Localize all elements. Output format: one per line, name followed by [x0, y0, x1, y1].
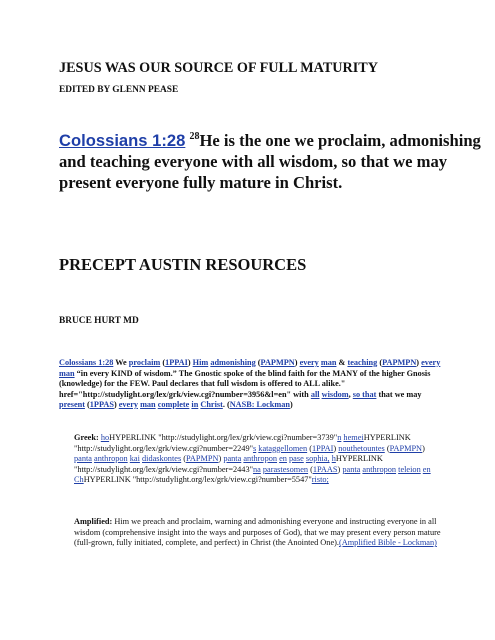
- link-nouthetountes[interactable]: nouthetountes: [338, 443, 385, 453]
- link-every[interactable]: every: [118, 400, 138, 409]
- link-tense-1paas[interactable]: 1PAAS: [312, 464, 338, 474]
- link-sophia[interactable]: sophia,: [305, 454, 330, 464]
- link-so-that[interactable]: so that: [352, 389, 377, 399]
- section-heading: PRECEPT AUSTIN RESOURCES: [59, 255, 307, 274]
- link-en[interactable]: en: [279, 454, 287, 464]
- link-tense-1ppai[interactable]: 1PPAI: [165, 358, 188, 367]
- link-kai[interactable]: kai: [129, 454, 140, 464]
- commentary-paragraph: Colossians 1:28 We proclaim (1PPAI) Him admonishing (PAPMPN) every man & teaching (PAPMPN) every man “in every KIND of wisdom.” The Gnostic spoke of the blind faith for the MANY of the higher Gnosis (knowledge) for the FEW. Paul declares that full wisdom is offered to ALL alike." href="http://studylight.org/lex/grk/view.cgi?number=3956&l=en" with all wisdom, so that that we may present (1PPAS) every man complete in Christ. (NASB: Lockman): [59, 358, 441, 409]
- link-pase[interactable]: pase: [289, 454, 304, 464]
- link-teleion[interactable]: teleion: [398, 464, 421, 474]
- edited-by-line: EDITED BY GLENN PEASE: [59, 85, 179, 95]
- link-en[interactable]: en: [422, 464, 431, 474]
- link-panta[interactable]: panta: [223, 454, 242, 464]
- verse-reference-link[interactable]: Colossians 1:28: [59, 131, 186, 150]
- author-name: BRUCE HURT MD: [59, 316, 139, 326]
- commentary-href-text: href="http://studylight.org/lex/grk/view.cgi?number=3956&l=en" with: [59, 389, 309, 399]
- link-complete[interactable]: complete: [157, 400, 190, 409]
- hyperlink-field-text: HYPERLINK "http://studylight.org/lex/grk/view.cgi?number=5547": [83, 475, 312, 485]
- link-h[interactable]: h: [331, 454, 336, 464]
- link-man[interactable]: man: [320, 358, 337, 367]
- link-in[interactable]: in: [191, 400, 199, 409]
- link-every[interactable]: every: [299, 358, 319, 367]
- amplified-text: Him we preach and proclaim, warning and admonishing everyone and instructing everyone in all wisdom (comprehensive insight into the ways and purposes of God), that we may present every person mature (full-grown, fully initiated, complete, and perfect) in Christ (the Anointed One).: [74, 517, 441, 548]
- link-panta[interactable]: panta: [342, 464, 361, 474]
- link-teaching[interactable]: teaching: [347, 358, 378, 367]
- link-tense-papmpn[interactable]: PAPMPN: [389, 443, 423, 453]
- link-man[interactable]: man: [59, 368, 75, 378]
- commentary-text: &: [338, 358, 346, 367]
- link-tense-papmpn[interactable]: PAPMPN: [186, 454, 219, 464]
- link-man[interactable]: man: [140, 400, 156, 409]
- link-every[interactable]: every: [421, 358, 441, 367]
- link-ho[interactable]: ho: [100, 433, 110, 442]
- link-s[interactable]: s: [252, 443, 257, 453]
- commentary-text: “in every KIND of wisdom.” The Gnostic spoke of the blind faith for the MANY of the higher Gnosis (knowledge) for the FEW. Paul declares that full wisdom is offered to ALL alike.": [59, 368, 431, 388]
- link-nasb-lockman[interactable]: NASB: Lockman: [229, 400, 290, 409]
- link-tense-1ppas[interactable]: 1PPAS: [89, 400, 114, 409]
- hyperlink-field-text: HYPERLINK "http://studylight.org/lex/grk/view.cgi?number=2249": [74, 433, 411, 453]
- hyperlink-field-text: HYPERLINK "http://studylight.org/lex/grk/view.cgi?number=3739": [109, 433, 338, 442]
- link-tense-papmpn[interactable]: PAPMPN: [260, 358, 295, 367]
- commentary-text: We: [115, 358, 127, 367]
- link-tense-1ppai[interactable]: 1PPAI: [311, 443, 334, 453]
- greek-paragraph: Greek: hoHYPERLINK "http://studylight.org/lex/grk/view.cgi?number=3739"n hemeiHYPERLINK "http://studylight.org/lex/grk/view.cgi?number=2249"s kataggellomen (1PPAI) nouthetountes (PAPMPN) panta anthropon kai didaskontes (PAPMPN) panta anthropon en pase sophia, hHYPERLINK "http://studylight.org/lex/grk/view.cgi?number=2443"na parastesomen (1PAAS) panta anthropon teleion en ChHYPERLINK "http://studylight.org/lex/grk/view.cgi?number=5547"risto;: [74, 433, 431, 485]
- verse-block: [59, 130, 484, 193]
- commentary-text: that we may: [378, 389, 422, 399]
- amplified-label: Amplified:: [74, 517, 113, 526]
- link-present[interactable]: present: [59, 400, 85, 409]
- link-parastesomen[interactable]: parastesomen: [262, 464, 309, 474]
- link-tense-papmpn[interactable]: PAPMPN: [382, 358, 417, 367]
- link-didaskontes[interactable]: didaskontes: [142, 454, 182, 464]
- verse-number: 28: [189, 131, 200, 142]
- link-na[interactable]: na: [252, 464, 261, 474]
- page-title: JESUS WAS OUR SOURCE OF FULL MATURITY: [59, 60, 379, 76]
- amplified-paragraph: [74, 517, 444, 549]
- link-him[interactable]: Him: [192, 358, 209, 367]
- link-risto[interactable]: risto;: [311, 475, 329, 485]
- commentary-reference-link[interactable]: Colossians 1:28: [59, 358, 114, 367]
- link-kataggellomen[interactable]: kataggellomen: [258, 443, 308, 453]
- link-amplified-bible[interactable]: (Amplified Bible - Lockman): [338, 538, 437, 548]
- link-all[interactable]: all: [310, 389, 320, 399]
- link-proclaim[interactable]: proclaim: [128, 358, 161, 367]
- hyperlink-field-text: HYPERLINK "http://studylight.org/lex/grk/view.cgi?number=2443": [74, 454, 383, 474]
- link-anthropon[interactable]: anthropon: [94, 454, 128, 464]
- greek-label: Greek:: [74, 433, 99, 442]
- link-panta[interactable]: panta: [74, 454, 92, 464]
- link-ch[interactable]: Ch: [74, 475, 84, 485]
- link-hemei[interactable]: hemei: [343, 433, 364, 442]
- link-wisdom[interactable]: wisdom: [321, 389, 349, 399]
- link-admonishing[interactable]: admonishing: [210, 358, 256, 367]
- link-n[interactable]: n: [337, 433, 342, 442]
- link-anthropon[interactable]: anthropon: [362, 464, 397, 474]
- link-anthropon[interactable]: anthropon: [243, 454, 278, 464]
- verse-text: He is the one we proclaim, admonishing and teaching everyone with all wisdom, so that we may present everyone fully mature in Christ.: [59, 131, 481, 192]
- link-christ[interactable]: Christ: [200, 400, 223, 409]
